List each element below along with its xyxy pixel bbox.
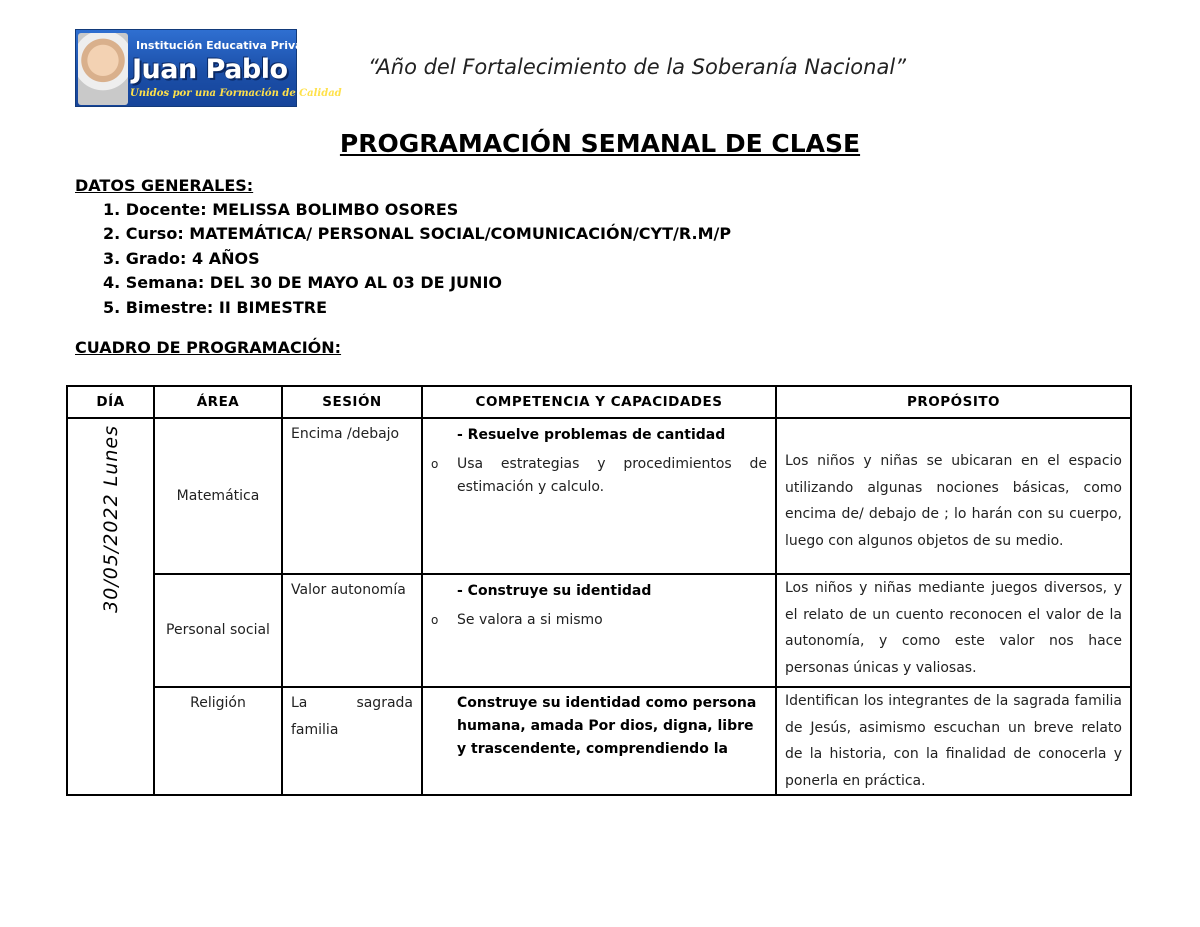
competency-cell	[422, 574, 776, 687]
day-cell	[67, 418, 154, 795]
portrait-photo	[78, 33, 128, 105]
session-cell: Valor autonomía	[282, 574, 422, 687]
competency-title: - Resuelve problemas de cantidad	[457, 427, 726, 443]
table-header-row	[67, 386, 1131, 418]
general-data-heading: DATOS GENERALES:	[75, 176, 254, 195]
header-purpose: PROPÓSITO	[776, 386, 1131, 418]
school-logo	[75, 29, 342, 107]
table-row	[67, 574, 1131, 687]
logo-institution-label: Institución Educativa Privada	[136, 39, 318, 52]
programming-table	[66, 385, 1132, 796]
competency-cell	[422, 687, 776, 795]
list-item-course: 2. Curso: MATEMÁTICA/ PERSONAL SOCIAL/COMUNICACIÓN/CYT/R.M/P	[103, 224, 732, 244]
area-cell: Religión	[154, 687, 282, 795]
area-cell: Matemática	[154, 418, 282, 574]
list-item-teacher: 1. Docente: MELISSA BOLIMBO OSORES	[103, 200, 459, 219]
general-data-list	[103, 198, 731, 320]
header-session: SESIÓN	[282, 386, 422, 418]
purpose-cell: Los niños y niñas mediante juegos diversos, y el relato de un cuento reconocen el valor de la autonomía, y como este valor nos hace personas únicas y valiosas.	[776, 574, 1131, 687]
list-item-week: 4. Semana: DEL 30 DE MAYO AL 03 DE JUNIO	[103, 273, 502, 293]
session-cell: La sagrada familia	[282, 687, 422, 795]
purpose-cell: Identifican los integrantes de la sagrada familia de Jesús, asimismo escuchan un breve relato de la historia, con la finalidad de conocerla y ponerla en práctica.	[776, 687, 1131, 795]
session-cell: Encima /debajo	[282, 418, 422, 574]
capacity-item	[431, 453, 767, 499]
header-day: DÍA	[67, 386, 154, 418]
bullet-icon: o	[431, 457, 439, 471]
logo-slogan: Unidos por una Formación de Calidad	[130, 88, 342, 99]
table-row	[67, 687, 1131, 795]
logo-school-name: Juan Pablo	[132, 54, 288, 85]
purpose-cell: Los niños y niñas se ubicaran en el espacio utilizando algunas nociones básicas, como encima de/ debajo de ; lo harán con su cuerpo, luego con algunos objetos de su medio.	[776, 418, 1131, 574]
table-row	[67, 418, 1131, 574]
competency-text: Construye su identidad como persona humana, amada Por dios, digna, libre y trascendente, comprendiendo la	[457, 695, 757, 757]
header-competency: COMPETENCIA Y CAPACIDADES	[422, 386, 776, 418]
bullet-icon: o	[431, 613, 439, 627]
day-label: 30/05/2022 Lunes	[99, 425, 122, 613]
page-title: PROGRAMACIÓN SEMANAL DE CLASE	[339, 129, 861, 158]
year-motto: “Año del Fortalecimiento de la Soberanía Nacional”	[368, 55, 907, 79]
capacity-text: Usa estrategias y procedimientos de estimación y calculo.	[457, 456, 767, 495]
capacity-item	[431, 609, 767, 632]
list-item-grade: 3. Grado: 4 AÑOS	[103, 248, 260, 268]
area-cell: Personal social	[154, 574, 282, 687]
schedule-heading: CUADRO DE PROGRAMACIÓN:	[75, 338, 342, 357]
competency-cell	[422, 418, 776, 574]
competency-title: - Construye su identidad	[457, 583, 652, 599]
capacity-text: Se valora a si mismo	[457, 612, 603, 628]
header-area: ÁREA	[154, 386, 282, 418]
list-item-term: 5. Bimestre: II BIMESTRE	[103, 297, 328, 317]
